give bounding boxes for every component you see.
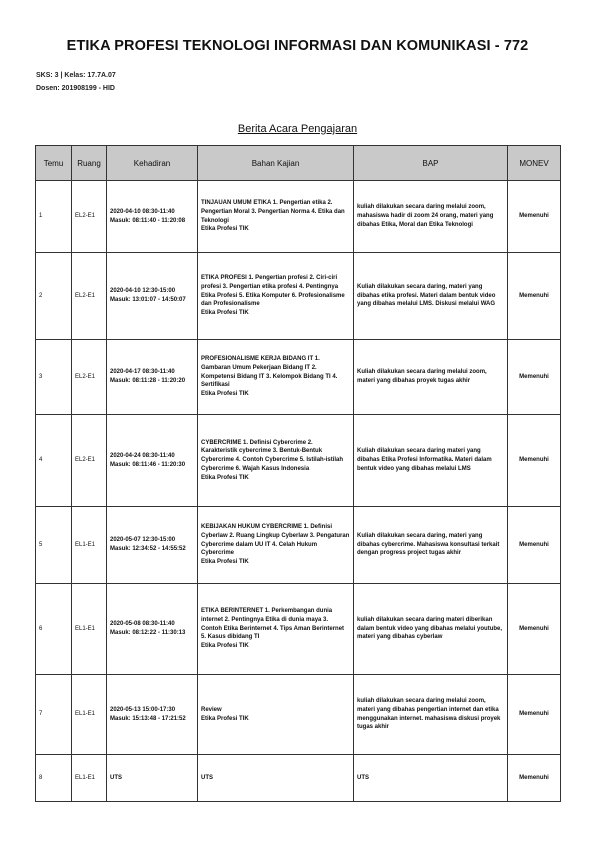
header-bap: BAP — [354, 146, 508, 181]
table-row — [36, 755, 561, 802]
table-row — [36, 181, 561, 253]
cell-ruang: EL2-E1 — [72, 253, 107, 340]
cell-ruang: EL2-E1 — [72, 181, 107, 253]
cell-bap: Kuliah dilakukan secara daring, materi yang dibahas etika profesi. Materi dalam bentuk video yang dibahas melalui LMS. Diskusi melalui WAG — [354, 253, 508, 340]
teaching-log-table — [35, 145, 561, 802]
cell-monev: Memenuhi — [508, 415, 561, 507]
bahan-topic: Review — [201, 706, 222, 713]
cell-ruang: EL1-E1 — [72, 507, 107, 584]
cell-bahan-kajian — [198, 584, 354, 675]
cell-kehadiran: 2020-04-10 12:30-15:00 Masuk: 13:01:07 - 14:50:07 — [107, 253, 198, 340]
cell-ruang: EL2-E1 — [72, 415, 107, 507]
cell-temu: 3 — [36, 340, 72, 415]
table-row — [36, 507, 561, 584]
cell-bap: Kuliah dilakukan secara daring materi yang dibahas Etika Profesi Informatika. Materi dalam bentuk video yang dibahas melalui LMS — [354, 415, 508, 507]
cell-ruang: EL2-E1 — [72, 340, 107, 415]
cell-temu: 2 — [36, 253, 72, 340]
header-monev: MONEV — [508, 146, 561, 181]
cell-temu: 1 — [36, 181, 72, 253]
cell-bap: Kuliah dilakukan secara daring melalui zoom, materi yang dibahas proyek tugas akhir — [354, 340, 508, 415]
bahan-topic: ETIKA BERINTERNET 1. Perkembangan dunia internet 2. Pentingnya Etika di dunia maya 3. Contoh Etika Berinternet 4. Tips Aman Berinternet 5. Kasus dibidang TI — [201, 608, 345, 641]
cell-temu: 8 — [36, 755, 72, 802]
table-header-row — [36, 146, 561, 181]
lecturer-meta: Dosen: 201908199 - HID — [36, 85, 115, 92]
cell-bap: Kuliah dilakukan secara daring, materi yang dibahas cybercrime. Mahasiswa konsultasi terkait dengan progress project tugas akhir — [354, 507, 508, 584]
cell-monev: Memenuhi — [508, 755, 561, 802]
cell-ruang: EL1-E1 — [72, 675, 107, 755]
bahan-topic: UTS — [201, 774, 213, 781]
cell-temu: 4 — [36, 415, 72, 507]
cell-monev: Memenuhi — [508, 253, 561, 340]
cell-kehadiran: 2020-05-08 08:30-11:40 Masuk: 08:12:22 - 11:30:13 — [107, 584, 198, 675]
table-row — [36, 675, 561, 755]
table-row — [36, 415, 561, 507]
cell-bahan-kajian — [198, 755, 354, 802]
cell-monev: Memenuhi — [508, 584, 561, 675]
cell-bap: kuliah dilakukan secara daring melalui zoom, mahasiswa hadir di zoom 24 orang, materi yang dibahas Etika, Moral dan Etika Teknologi — [354, 181, 508, 253]
bahan-course: Etika Profesi TIK — [201, 310, 249, 317]
section-title: Berita Acara Pengajaran — [237, 123, 358, 135]
bahan-course: Etika Profesi TIK — [201, 226, 249, 233]
document-title: ETIKA PROFESI TEKNOLOGI INFORMASI DAN KOMUNIKASI - 772 — [66, 38, 529, 54]
cell-ruang: EL1-E1 — [72, 584, 107, 675]
cell-bahan-kajian — [198, 675, 354, 755]
table-row — [36, 340, 561, 415]
bahan-topic: CYBERCRIME 1. Definisi Cybercrime 2. Karakteristik cybercrime 3. Bentuk-Bentuk Cybercrime 4. Contoh Cybercrime 5. Istilah-istilah Cybercrime 6. Wajah Kasus Indonesia — [201, 439, 344, 472]
cell-kehadiran: 2020-04-17 08:30-11:40 Masuk: 08:11:28 - 11:20:20 — [107, 340, 198, 415]
cell-monev: Memenuhi — [508, 675, 561, 755]
cell-kehadiran: 2020-04-10 08:30-11:40 Masuk: 08:11:40 - 11:20:08 — [107, 181, 198, 253]
cell-monev: Memenuhi — [508, 340, 561, 415]
cell-temu: 5 — [36, 507, 72, 584]
cell-monev: Memenuhi — [508, 181, 561, 253]
cell-kehadiran: 2020-05-13 15:00-17:30 Masuk: 15:13:48 - 17:21:52 — [107, 675, 198, 755]
cell-temu: 7 — [36, 675, 72, 755]
cell-kehadiran: 2020-05-07 12:30-15:00 Masuk: 12:34:52 - 14:55:52 — [107, 507, 198, 584]
cell-bap: kuliah dilakukan secara daring melalui zoom, materi yang dibahas pengertian internet dan etika menggunakan internet. mahasiswa diskusi proyek tugas akhir — [354, 675, 508, 755]
bahan-topic: KEBIJAKAN HUKUM CYBERCRIME 1. Definisi Cyberlaw 2. Ruang Lingkup Cyberlaw 3. Pengaturan Cybercrime dalam UU IT 4. Celah Hukum Cybercrime — [201, 524, 350, 557]
cell-monev: Memenuhi — [508, 507, 561, 584]
cell-bap: kuliah dilakukan secara daring materi diberikan dalam bentuk video yang dibahas melalui youtube, materi yang dibahas cyberlaw — [354, 584, 508, 675]
header-temu: Temu — [36, 146, 72, 181]
cell-kehadiran: UTS — [107, 755, 198, 802]
cell-bahan-kajian — [198, 340, 354, 415]
cell-ruang: EL1-E1 — [72, 755, 107, 802]
bahan-course: Etika Profesi TIK — [201, 643, 249, 650]
cell-temu: 6 — [36, 584, 72, 675]
bahan-topic: ETIKA PROFESI 1. Pengertian profesi 2. Ciri-ciri profesi 3. Pengertian etika profesi 4. Pentingnya Etika Profesi 5. Etika Komputer 6. Profesionalisme dan Profesionalisme — [201, 275, 345, 308]
cell-bap: UTS — [354, 755, 508, 802]
course-meta: SKS: 3 | Kelas: 17.7A.07 — [36, 72, 116, 79]
cell-bahan-kajian — [198, 507, 354, 584]
table-row — [36, 253, 561, 340]
header-ruang: Ruang — [72, 146, 107, 181]
bahan-course: Etika Profesi TIK — [201, 715, 249, 722]
bahan-course: Etika Profesi TIK — [201, 391, 249, 398]
cell-kehadiran: 2020-04-24 08:30-11:40 Masuk: 08:11:46 - 11:20:30 — [107, 415, 198, 507]
cell-bahan-kajian — [198, 415, 354, 507]
header-kehadiran: Kehadiran — [107, 146, 198, 181]
header-bahan-kajian: Bahan Kajian — [198, 146, 354, 181]
bahan-topic: PROFESIONALISME KERJA BIDANG IT 1. Gambaran Umum Pekerjaan Bidang IT 2. Kompetensi Bidang IT 3. Kelompok Bidang TI 4. Sertifikasi — [201, 356, 338, 389]
bahan-topic: TINJAUAN UMUM ETIKA 1. Pengertian etika 2. Pengertian Moral 3. Pengertian Norma 4. Etika dan Teknologi — [201, 200, 345, 224]
bahan-course: Etika Profesi TIK — [201, 559, 249, 566]
cell-bahan-kajian — [198, 181, 354, 253]
bahan-course: Etika Profesi TIK — [201, 474, 249, 481]
table-row — [36, 584, 561, 675]
cell-bahan-kajian — [198, 253, 354, 340]
